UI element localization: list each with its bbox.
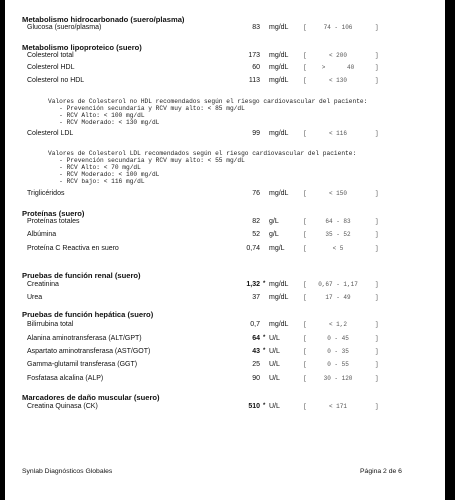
ref-bracket-close: ] — [375, 77, 379, 84]
test-ref: 0 - 55 — [327, 361, 349, 368]
row-ggt — [5, 360, 445, 370]
note-colesterol-no-hdl: Valores de Colesterol no HDL recomendados según el riesgo cardiovascular del paciente: - Prevención secundaria y RCV muy alto: < 85 mg/dL - RCV Alto: < 100 mg/dL - RCV Moderado: < 130 mg/dL — [48, 98, 368, 126]
test-unit: mg/dL — [269, 24, 289, 31]
test-unit: mg/dL — [269, 64, 289, 71]
test-unit: mg/dL — [269, 281, 289, 288]
ref-bracket-open: [ — [303, 190, 307, 197]
row-alt — [5, 334, 445, 344]
test-value: 0,7 — [250, 321, 260, 328]
test-ref: 0 - 35 — [327, 348, 349, 355]
ref-bracket-open: [ — [303, 281, 307, 288]
ref-bracket-open: [ — [303, 52, 307, 59]
test-ref: > 40 — [321, 64, 355, 71]
test-ref: < 200 — [328, 52, 347, 59]
test-value: 60 — [252, 64, 260, 71]
test-name: Urea — [27, 294, 43, 301]
test-name: Bilirrubina total — [27, 321, 74, 328]
test-value: 76 — [252, 190, 260, 197]
test-name: Creatinina — [27, 281, 59, 288]
test-value: 82 — [252, 218, 260, 225]
test-ref: 0,67 - 1,17 — [318, 281, 358, 288]
row-urea — [5, 293, 445, 303]
footer-page-number: Página 2 de 6 — [360, 468, 402, 475]
ref-bracket-close: ] — [375, 348, 379, 355]
test-unit: mg/dL — [269, 77, 289, 84]
test-value: 90 — [252, 375, 260, 382]
ref-bracket-open: [ — [303, 321, 307, 328]
row-colesterol-total — [5, 51, 445, 61]
row-colesterol-hdl — [5, 63, 445, 73]
test-name: Fosfatasa alcalina (ALP) — [27, 375, 104, 382]
ref-bracket-open: [ — [303, 335, 307, 342]
test-value: 64 — [252, 335, 260, 342]
ref-bracket-close: ] — [375, 190, 379, 197]
row-trigliceridos — [5, 189, 445, 199]
ref-bracket-close: ] — [375, 64, 379, 71]
ref-bracket-close: ] — [375, 130, 379, 137]
row-creatinina — [5, 280, 445, 290]
test-value: 99 — [252, 130, 260, 137]
ref-bracket-close: ] — [375, 321, 379, 328]
ref-bracket-open: [ — [303, 231, 307, 238]
ref-bracket-open: [ — [303, 130, 307, 137]
row-alp — [5, 374, 445, 384]
test-name: Colesterol HDL — [27, 64, 75, 71]
test-value: 113 — [248, 77, 260, 84]
test-unit: g/L — [269, 218, 279, 225]
test-value: 25 — [252, 361, 260, 368]
row-ast — [5, 347, 445, 357]
ref-bracket-close: ] — [375, 24, 379, 31]
test-ref: 30 - 120 — [323, 375, 353, 382]
section-dano-muscular: Marcadores de daño muscular (suero) — [22, 393, 160, 402]
test-name: Proteínas totales — [27, 218, 80, 225]
test-value: 52 — [252, 231, 260, 238]
test-value: 43 — [252, 348, 260, 355]
ref-bracket-close: ] — [375, 375, 379, 382]
test-value: 0,74 — [246, 245, 260, 252]
ref-bracket-close: ] — [375, 403, 379, 410]
section-funcion-hepatica: Pruebas de función hepática (suero) — [22, 310, 154, 319]
test-ref: 17 - 49 — [325, 294, 351, 301]
ref-bracket-open: [ — [303, 77, 307, 84]
test-value: 37 — [252, 294, 260, 301]
section-funcion-renal: Pruebas de función renal (suero) — [22, 271, 141, 280]
row-colesterol-ldl — [5, 129, 445, 139]
section-metabolismo-hidrocarbonado: Metabolismo hidrocarbonado (suero/plasma) — [22, 15, 185, 24]
section-proteinas: Proteínas (suero) — [22, 209, 85, 218]
test-unit: g/L — [269, 231, 279, 238]
test-ref: 0 - 45 — [327, 335, 349, 342]
abnormal-flag: * — [263, 403, 266, 409]
test-ref: < 116 — [328, 130, 347, 137]
test-unit: mg/dL — [269, 321, 289, 328]
ref-bracket-open: [ — [303, 361, 307, 368]
abnormal-flag: * — [263, 348, 266, 354]
test-unit: U/L — [269, 361, 280, 368]
report-page — [5, 0, 445, 500]
test-value: 1,32 — [246, 281, 260, 288]
test-value: 83 — [252, 24, 260, 31]
test-unit: U/L — [269, 348, 280, 355]
test-ref: 64 - 83 — [325, 218, 351, 225]
test-unit: mg/L — [269, 245, 285, 252]
ref-bracket-close: ] — [375, 231, 379, 238]
ref-bracket-open: [ — [303, 348, 307, 355]
row-albumina — [5, 230, 445, 240]
abnormal-flag: * — [263, 335, 266, 341]
ref-bracket-close: ] — [375, 52, 379, 59]
row-proteinas-totales — [5, 217, 445, 227]
test-name: Colesterol total — [27, 52, 74, 59]
row-bilirrubina — [5, 320, 445, 330]
ref-bracket-close: ] — [375, 245, 379, 252]
test-ref: < 5 — [332, 245, 344, 252]
ref-bracket-open: [ — [303, 24, 307, 31]
ref-bracket-open: [ — [303, 403, 307, 410]
test-unit: mg/dL — [269, 190, 289, 197]
test-name: Creatina Quinasa (CK) — [27, 403, 98, 410]
test-ref: < 150 — [328, 190, 347, 197]
test-ref: < 130 — [328, 77, 347, 84]
section-metabolismo-lipoproteico: Metabolismo lipoproteico (suero) — [22, 43, 142, 52]
ref-bracket-close: ] — [375, 361, 379, 368]
test-unit: mg/dL — [269, 52, 289, 59]
test-name: Colesterol LDL — [27, 130, 74, 137]
test-name: Aspartato aminotransferasa (AST/GOT) — [27, 348, 151, 355]
ref-bracket-close: ] — [375, 281, 379, 288]
test-name: Glucosa (suero/plasma) — [27, 24, 102, 31]
test-ref: < 171 — [328, 403, 347, 410]
ref-bracket-close: ] — [375, 294, 379, 301]
test-name: Triglicéridos — [27, 190, 65, 197]
test-ref: 35 - 52 — [325, 231, 351, 238]
test-unit: U/L — [269, 403, 280, 410]
ref-bracket-open: [ — [303, 64, 307, 71]
footer-lab-name: Synlab Diagnósticos Globales — [22, 468, 113, 475]
row-proteina-c-reactiva — [5, 244, 445, 254]
ref-bracket-close: ] — [375, 335, 379, 342]
ref-bracket-close: ] — [375, 218, 379, 225]
ref-bracket-open: [ — [303, 375, 307, 382]
abnormal-flag: * — [263, 281, 266, 287]
test-unit: U/L — [269, 375, 280, 382]
test-name: Colesterol no HDL — [27, 77, 85, 84]
test-unit: mg/dL — [269, 294, 289, 301]
note-colesterol-ldl: Valores de Colesterol LDL recomendados según el riesgo cardiovascular del paciente: - Prevención secundaria y RCV muy alto: < 55 mg/dL - RCV Alto: < 70 mg/dL - RCV Moderado: < 100 mg/dL - RCV bajo: < 116 mg/dL — [48, 150, 357, 185]
row-creatina-quinasa — [5, 402, 445, 412]
test-name: Alanina aminotransferasa (ALT/GPT) — [27, 335, 142, 342]
ref-bracket-open: [ — [303, 245, 307, 252]
ref-bracket-open: [ — [303, 294, 307, 301]
test-unit: U/L — [269, 335, 280, 342]
test-ref: 74 - 106 — [323, 24, 353, 31]
test-value: 510 — [248, 403, 260, 410]
test-name: Albúmina — [27, 231, 57, 238]
row-colesterol-no-hdl — [5, 76, 445, 86]
ref-bracket-open: [ — [303, 218, 307, 225]
test-value: 173 — [248, 52, 260, 59]
test-name: Gamma-glutamil transferasa (GGT) — [27, 361, 138, 368]
row-glucosa — [5, 23, 445, 33]
test-ref: < 1,2 — [328, 321, 347, 328]
test-name: Proteína C Reactiva en suero — [27, 245, 119, 252]
test-unit: mg/dL — [269, 130, 289, 137]
